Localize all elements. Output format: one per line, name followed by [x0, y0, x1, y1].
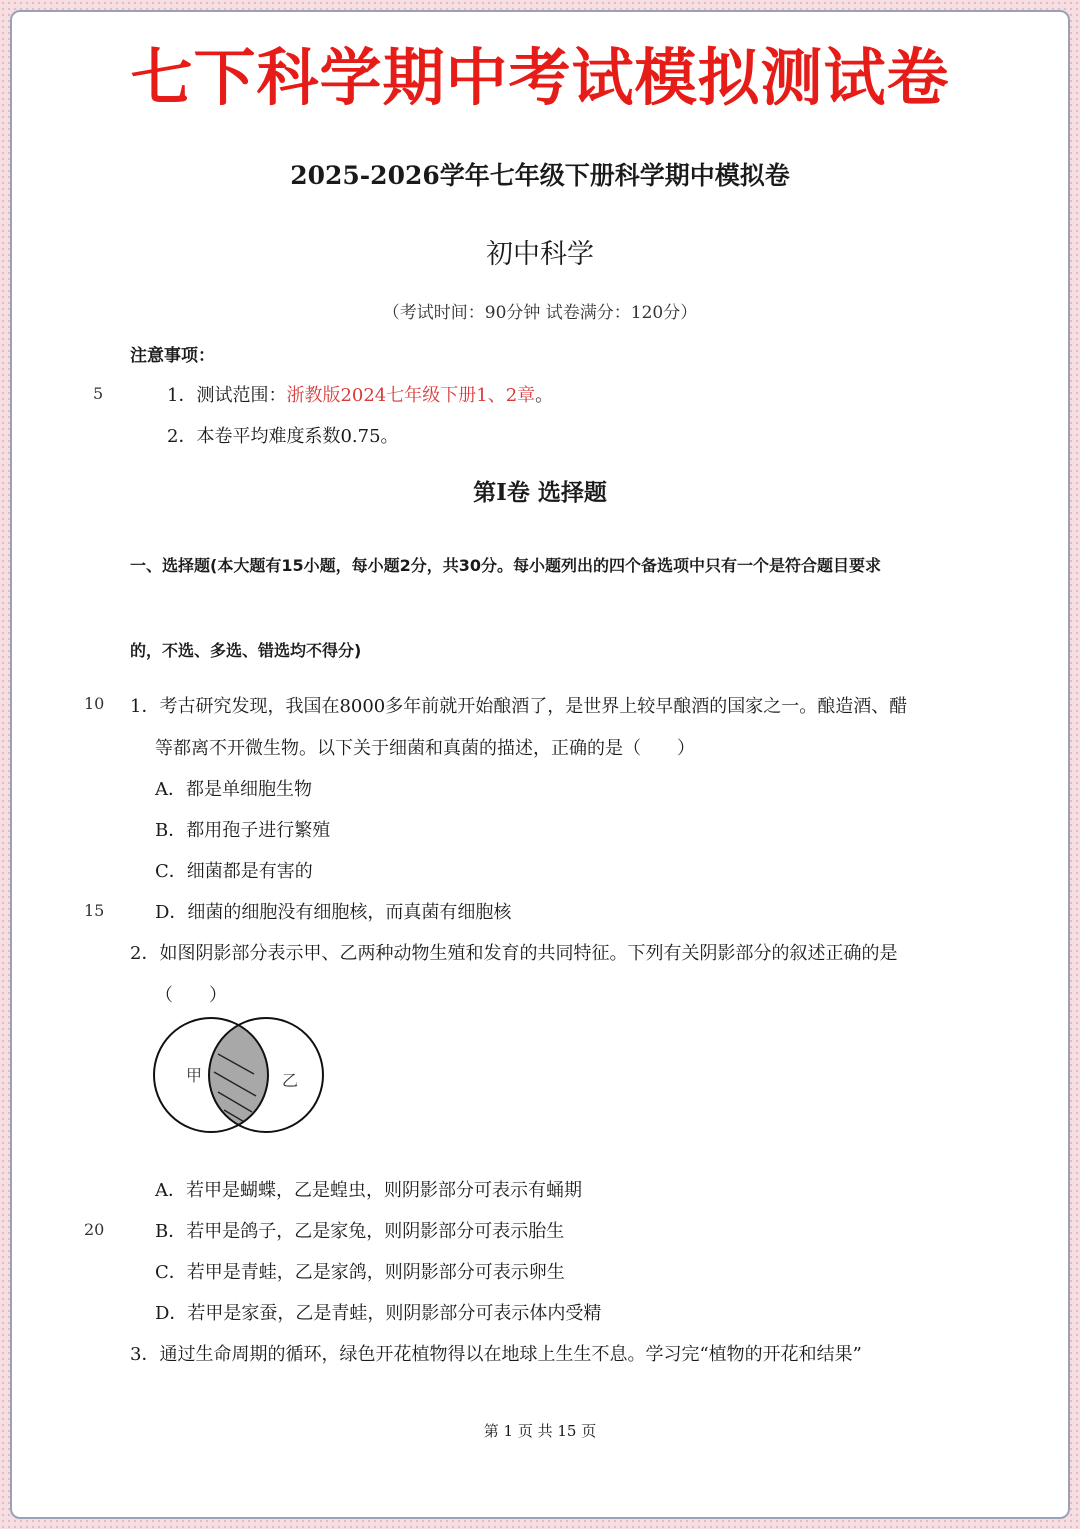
q2-option-d: D．若甲是家蚕，乙是青蛙，则阴影部分可表示体内受精	[155, 1303, 602, 1324]
subject-title: 初中科学	[486, 239, 594, 270]
venn-label-yi: 乙	[282, 1071, 299, 1090]
section-title: 第Ⅰ卷 选择题	[473, 479, 607, 506]
q2-option-a: A．若甲是蝴蝶，乙是蝗虫，则阴影部分可表示有蛹期	[155, 1180, 582, 1201]
q1-option-d: D．细菌的细胞没有细胞核，而真菌有细胞核	[155, 902, 512, 923]
line-number-20: 20	[84, 1220, 105, 1239]
instruction-line-2: 的，不选、多选、错选均不得分)	[130, 641, 362, 660]
notice-item-2: 2．本卷平均难度系数0.75。	[167, 426, 399, 447]
notice-item-1-prefix: 1．测试范围：	[167, 385, 287, 406]
q1-option-c: C．细菌都是有害的	[155, 861, 313, 882]
venn-diagram	[148, 1014, 338, 1138]
q1-option-a: A．都是单细胞生物	[155, 779, 312, 800]
exam-info: （考试时间：90分钟 试卷满分：120分）	[382, 303, 698, 323]
notice-item-1	[167, 381, 553, 407]
exam-year-title: 2025-2026学年七年级下册科学期中模拟卷	[290, 161, 790, 190]
page-footer: 第 1 页 共 15 页	[483, 1422, 597, 1440]
q2-option-c: C．若甲是青蛙，乙是家鸽，则阴影部分可表示卵生	[155, 1262, 565, 1283]
banner-title: 七下科学期中考试模拟测试卷	[130, 41, 950, 114]
q1-stem-line-2: 等都离不开微生物。以下关于细菌和真菌的描述，正确的是（ ）	[155, 738, 695, 759]
line-number-10: 10	[84, 694, 105, 713]
line-number-5: 5	[93, 384, 104, 403]
q1-stem-line-1: 1．考古研究发现，我国在8000多年前就开始酿酒了，是世界上较早酿酒的国家之一。酿造酒、醋	[130, 696, 908, 717]
q2-stem-line-1: 2．如图阴影部分表示甲、乙两种动物生殖和发育的共同特征。下列有关阴影部分的叙述正确的是	[130, 943, 898, 964]
q1-option-b: B．都用孢子进行繁殖	[155, 820, 331, 841]
q3-stem-line-1: 3．通过生命周期的循环，绿色开花植物得以在地球上生生不息。学习完“植物的开花和结果”	[130, 1344, 862, 1365]
line-number-15: 15	[84, 901, 105, 920]
test-range: 浙教版2024七年级下册1、2章	[286, 385, 536, 406]
notice-heading: 注意事项：	[130, 346, 215, 366]
instruction-line-1: 一、选择题(本大题有15小题，每小题2分，共30分。每小题列出的四个备选项中只有一个是符合题目要求	[130, 556, 881, 575]
venn-label-jia: 甲	[186, 1066, 203, 1085]
q2-option-b: B．若甲是鸽子，乙是家兔，则阴影部分可表示胎生	[155, 1221, 565, 1242]
notice-item-1-suffix: 。	[535, 385, 554, 406]
q2-stem-line-2: （ ）	[155, 985, 227, 1006]
